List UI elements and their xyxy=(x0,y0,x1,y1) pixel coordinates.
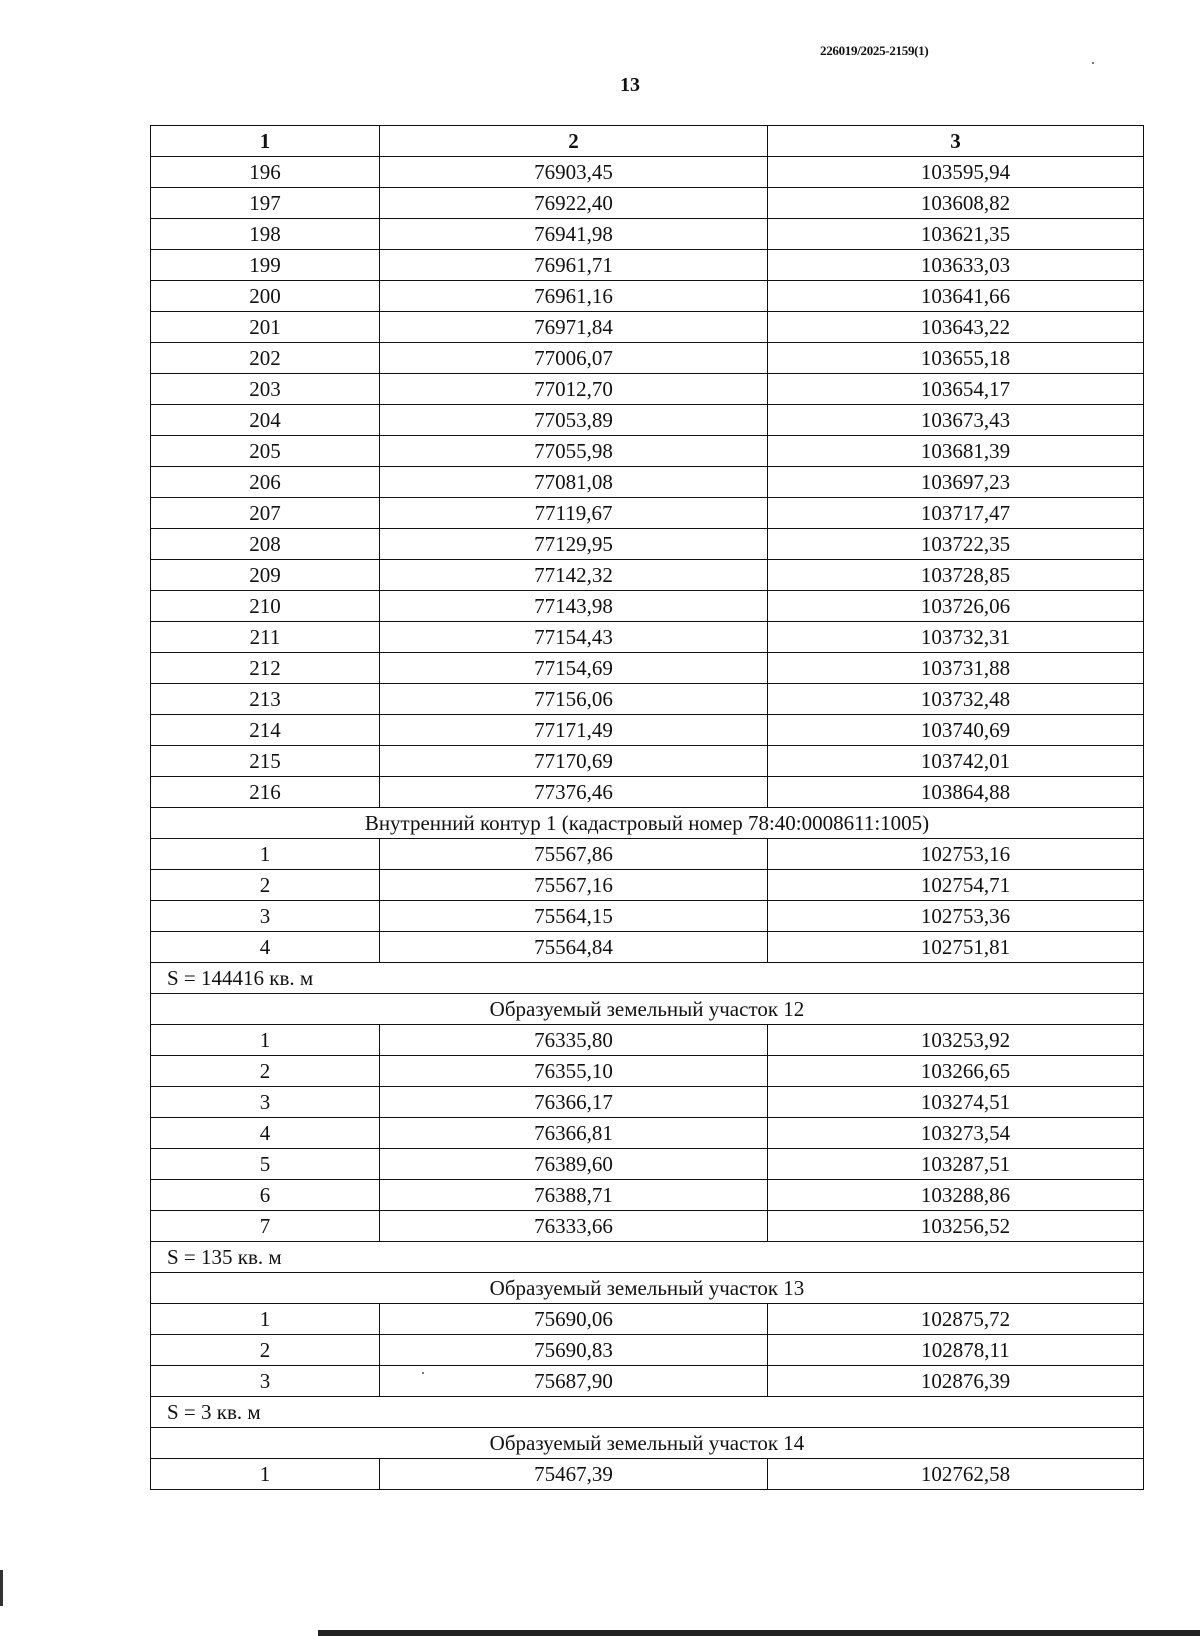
x-coordinate-cell: 77129,95 xyxy=(380,529,768,560)
table-row xyxy=(151,560,1144,591)
x-coordinate-cell: 76388,71 xyxy=(380,1180,768,1211)
x-coordinate-cell: 75690,83 xyxy=(380,1335,768,1366)
point-number-cell: 201 xyxy=(151,312,380,343)
point-number-cell: 3 xyxy=(151,1087,380,1118)
y-coordinate-cell: 103673,43 xyxy=(768,405,1144,436)
table-row xyxy=(151,498,1144,529)
table-row xyxy=(151,436,1144,467)
point-number-cell: 2 xyxy=(151,870,380,901)
point-number-cell: 216 xyxy=(151,777,380,808)
y-coordinate-cell: 102878,11 xyxy=(768,1335,1144,1366)
point-number-cell: 206 xyxy=(151,467,380,498)
point-number-cell: 202 xyxy=(151,343,380,374)
y-coordinate-cell: 103732,31 xyxy=(768,622,1144,653)
table-row xyxy=(151,1087,1144,1118)
x-coordinate-cell: 77119,67 xyxy=(380,498,768,529)
x-coordinate-cell: 76922,40 xyxy=(380,188,768,219)
y-coordinate-cell: 102762,58 xyxy=(768,1459,1144,1490)
point-number-cell: 6 xyxy=(151,1180,380,1211)
table-row xyxy=(151,1459,1144,1490)
table-row xyxy=(151,157,1144,188)
point-number-cell: 2 xyxy=(151,1056,380,1087)
table-row xyxy=(151,1335,1144,1366)
point-number-cell: 1 xyxy=(151,1025,380,1056)
table-row xyxy=(151,467,1144,498)
x-coordinate-cell: 76961,71 xyxy=(380,250,768,281)
section-title: Образуемый земельный участок 14 xyxy=(151,1428,1144,1459)
column-header: 3 xyxy=(768,126,1144,157)
x-coordinate-cell: 76389,60 xyxy=(380,1149,768,1180)
x-coordinate-cell: 77012,70 xyxy=(380,374,768,405)
table-row xyxy=(151,1149,1144,1180)
point-number-cell: 5 xyxy=(151,1149,380,1180)
x-coordinate-cell: 76335,80 xyxy=(380,1025,768,1056)
y-coordinate-cell: 102751,81 xyxy=(768,932,1144,963)
y-coordinate-cell: 103595,94 xyxy=(768,157,1144,188)
section-title: Образуемый земельный участок 12 xyxy=(151,994,1144,1025)
table-row xyxy=(151,405,1144,436)
x-coordinate-cell: 75467,39 xyxy=(380,1459,768,1490)
x-coordinate-cell: 77143,98 xyxy=(380,591,768,622)
table-row xyxy=(151,839,1144,870)
y-coordinate-cell: 103274,51 xyxy=(768,1087,1144,1118)
table-row xyxy=(151,622,1144,653)
y-coordinate-cell: 102753,36 xyxy=(768,901,1144,932)
x-coordinate-cell: 75687,90 xyxy=(380,1366,768,1397)
table-row xyxy=(151,312,1144,343)
y-coordinate-cell: 103253,92 xyxy=(768,1025,1144,1056)
scan-bottom-edge xyxy=(318,1630,1200,1636)
y-coordinate-cell: 103681,39 xyxy=(768,436,1144,467)
table-row xyxy=(151,1180,1144,1211)
x-coordinate-cell: 77081,08 xyxy=(380,467,768,498)
table-row xyxy=(151,653,1144,684)
table-row xyxy=(151,374,1144,405)
table-row xyxy=(151,746,1144,777)
x-coordinate-cell: 77376,46 xyxy=(380,777,768,808)
point-number-cell: 213 xyxy=(151,684,380,715)
y-coordinate-cell: 103608,82 xyxy=(768,188,1144,219)
y-coordinate-cell: 102876,39 xyxy=(768,1366,1144,1397)
table-row xyxy=(151,932,1144,963)
y-coordinate-cell: 103726,06 xyxy=(768,591,1144,622)
table-row xyxy=(151,529,1144,560)
table-row xyxy=(151,219,1144,250)
point-number-cell: 3 xyxy=(151,901,380,932)
y-coordinate-cell: 103722,35 xyxy=(768,529,1144,560)
point-number-cell: 211 xyxy=(151,622,380,653)
x-coordinate-cell: 76366,81 xyxy=(380,1118,768,1149)
point-number-cell: 205 xyxy=(151,436,380,467)
x-coordinate-cell: 77154,43 xyxy=(380,622,768,653)
column-header: 1 xyxy=(151,126,380,157)
x-coordinate-cell: 76941,98 xyxy=(380,219,768,250)
point-number-cell: 209 xyxy=(151,560,380,591)
point-number-cell: 1 xyxy=(151,1304,380,1335)
y-coordinate-cell: 103273,54 xyxy=(768,1118,1144,1149)
y-coordinate-cell: 103643,22 xyxy=(768,312,1144,343)
area-value: S = 135 кв. м xyxy=(151,1242,1144,1273)
point-number-cell: 210 xyxy=(151,591,380,622)
y-coordinate-cell: 103731,88 xyxy=(768,653,1144,684)
y-coordinate-cell: 102754,71 xyxy=(768,870,1144,901)
point-number-cell: 3 xyxy=(151,1366,380,1397)
x-coordinate-cell: 75564,15 xyxy=(380,901,768,932)
table-row xyxy=(151,684,1144,715)
point-number-cell: 203 xyxy=(151,374,380,405)
point-number-cell: 199 xyxy=(151,250,380,281)
table-row xyxy=(151,1211,1144,1242)
y-coordinate-cell: 103641,66 xyxy=(768,281,1144,312)
y-coordinate-cell: 103740,69 xyxy=(768,715,1144,746)
table-row xyxy=(151,1025,1144,1056)
y-coordinate-cell: 103728,85 xyxy=(768,560,1144,591)
table-row xyxy=(151,777,1144,808)
x-coordinate-cell: 76971,84 xyxy=(380,312,768,343)
coordinates-table xyxy=(150,125,1144,1490)
area-value-row xyxy=(151,963,1144,994)
x-coordinate-cell: 77142,32 xyxy=(380,560,768,591)
page-number: 13 xyxy=(620,74,640,96)
y-coordinate-cell: 103864,88 xyxy=(768,777,1144,808)
y-coordinate-cell: 103732,48 xyxy=(768,684,1144,715)
x-coordinate-cell: 75567,16 xyxy=(380,870,768,901)
x-coordinate-cell: 75564,84 xyxy=(380,932,768,963)
y-coordinate-cell: 102753,16 xyxy=(768,839,1144,870)
table-row xyxy=(151,901,1144,932)
y-coordinate-cell: 103266,65 xyxy=(768,1056,1144,1087)
y-coordinate-cell: 103256,52 xyxy=(768,1211,1144,1242)
y-coordinate-cell: 103287,51 xyxy=(768,1149,1144,1180)
point-number-cell: 200 xyxy=(151,281,380,312)
point-number-cell: 207 xyxy=(151,498,380,529)
x-coordinate-cell: 75567,86 xyxy=(380,839,768,870)
y-coordinate-cell: 103621,35 xyxy=(768,219,1144,250)
table-row xyxy=(151,343,1144,374)
x-coordinate-cell: 76903,45 xyxy=(380,157,768,188)
x-coordinate-cell: 77170,69 xyxy=(380,746,768,777)
table-row xyxy=(151,1118,1144,1149)
x-coordinate-cell: 76355,10 xyxy=(380,1056,768,1087)
table-header-row xyxy=(151,126,1144,157)
point-number-cell: 197 xyxy=(151,188,380,219)
y-coordinate-cell: 103288,86 xyxy=(768,1180,1144,1211)
table-row xyxy=(151,715,1144,746)
x-coordinate-cell: 77154,69 xyxy=(380,653,768,684)
x-coordinate-cell: 77171,49 xyxy=(380,715,768,746)
x-coordinate-cell: 76333,66 xyxy=(380,1211,768,1242)
point-number-cell: 4 xyxy=(151,1118,380,1149)
table-row xyxy=(151,281,1144,312)
section-title-row xyxy=(151,994,1144,1025)
y-coordinate-cell: 102875,72 xyxy=(768,1304,1144,1335)
y-coordinate-cell: 103697,23 xyxy=(768,467,1144,498)
table-row xyxy=(151,591,1144,622)
y-coordinate-cell: 103717,47 xyxy=(768,498,1144,529)
table-row xyxy=(151,1366,1144,1397)
point-number-cell: 214 xyxy=(151,715,380,746)
section-title-row xyxy=(151,1428,1144,1459)
area-value: S = 144416 кв. м xyxy=(151,963,1144,994)
x-coordinate-cell: 75690,06 xyxy=(380,1304,768,1335)
y-coordinate-cell: 103654,17 xyxy=(768,374,1144,405)
scan-speck xyxy=(1092,62,1094,64)
point-number-cell: 198 xyxy=(151,219,380,250)
table-row xyxy=(151,1056,1144,1087)
point-number-cell: 1 xyxy=(151,1459,380,1490)
column-header: 2 xyxy=(380,126,768,157)
x-coordinate-cell: 77053,89 xyxy=(380,405,768,436)
scan-margin-mark xyxy=(0,1570,3,1606)
x-coordinate-cell: 76366,17 xyxy=(380,1087,768,1118)
x-coordinate-cell: 77006,07 xyxy=(380,343,768,374)
document-number: 226019/2025-2159(1) xyxy=(820,43,929,58)
y-coordinate-cell: 103655,18 xyxy=(768,343,1144,374)
section-title-row xyxy=(151,808,1144,839)
area-value: S = 3 кв. м xyxy=(151,1397,1144,1428)
x-coordinate-cell: 77156,06 xyxy=(380,684,768,715)
y-coordinate-cell: 103633,03 xyxy=(768,250,1144,281)
point-number-cell: 1 xyxy=(151,839,380,870)
point-number-cell: 215 xyxy=(151,746,380,777)
point-number-cell: 212 xyxy=(151,653,380,684)
section-title-row xyxy=(151,1273,1144,1304)
table-row xyxy=(151,1304,1144,1335)
point-number-cell: 7 xyxy=(151,1211,380,1242)
point-number-cell: 196 xyxy=(151,157,380,188)
area-value-row xyxy=(151,1242,1144,1273)
section-title: Внутренний контур 1 (кадастровый номер 78:40:0008611:1005) xyxy=(151,808,1144,839)
table-row xyxy=(151,188,1144,219)
scan-speck xyxy=(422,1372,424,1374)
table-row xyxy=(151,870,1144,901)
x-coordinate-cell: 76961,16 xyxy=(380,281,768,312)
table-row xyxy=(151,250,1144,281)
point-number-cell: 4 xyxy=(151,932,380,963)
point-number-cell: 204 xyxy=(151,405,380,436)
point-number-cell: 208 xyxy=(151,529,380,560)
point-number-cell: 2 xyxy=(151,1335,380,1366)
y-coordinate-cell: 103742,01 xyxy=(768,746,1144,777)
area-value-row xyxy=(151,1397,1144,1428)
section-title: Образуемый земельный участок 13 xyxy=(151,1273,1144,1304)
x-coordinate-cell: 77055,98 xyxy=(380,436,768,467)
